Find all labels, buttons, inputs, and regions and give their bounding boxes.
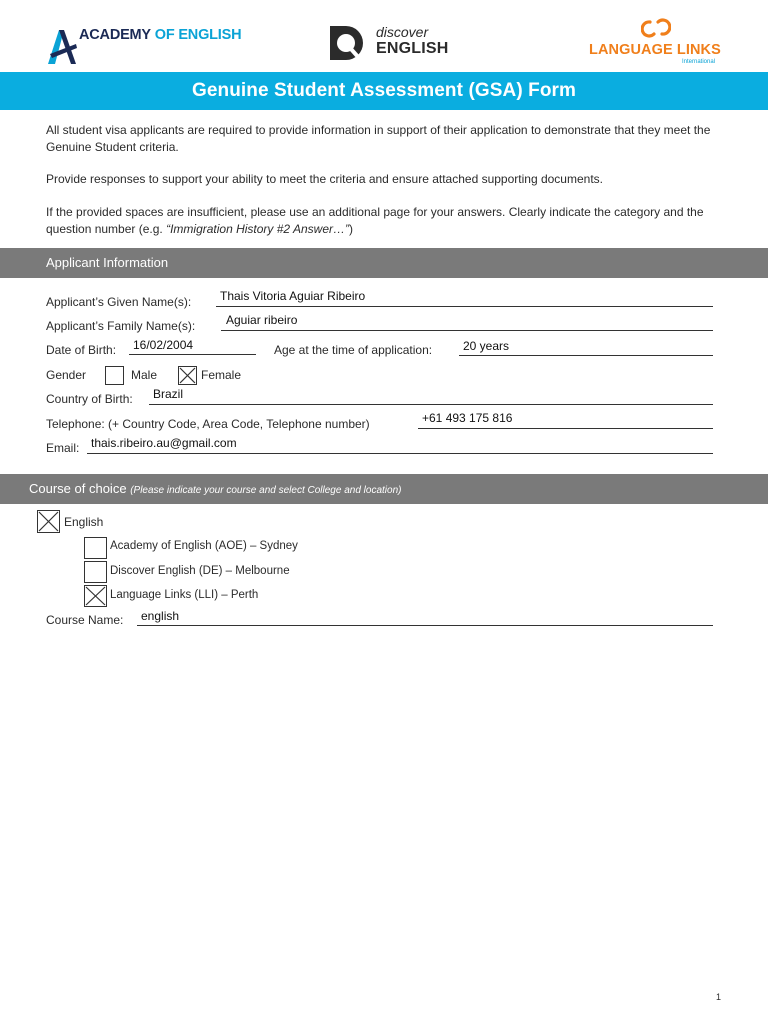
discover-english-logo <box>324 20 464 64</box>
applicant-section-header <box>0 248 768 278</box>
family-name-value[interactable]: Aguiar ribeiro <box>226 313 298 327</box>
checkbox-cross-icon <box>179 367 196 384</box>
intro-paragraph-1: All student visa applicants are required to provide information in support of their application to demonstrate that they meet the Genuine Student criteria. <box>46 123 711 154</box>
applicant-section-title: Applicant Information <box>46 255 169 270</box>
college-lli-checkbox[interactable] <box>84 585 107 607</box>
ll-logo-line2: International <box>682 59 716 65</box>
intro-paragraph-3-end: ) <box>349 221 354 236</box>
course-section-header <box>0 474 768 504</box>
dob-label: Date of Birth: <box>46 343 117 357</box>
intro-paragraph-2: Provide responses to support your ability to meet the criteria and ensure attached supporting documents. <box>46 172 603 186</box>
discover-mark-icon <box>324 22 372 64</box>
country-line <box>149 404 713 405</box>
email-line <box>87 453 713 454</box>
college-aoe-label: Academy of English (AOE) – Sydney <box>110 540 298 552</box>
dob-value[interactable]: 16/02/2004 <box>133 338 194 352</box>
family-name-line <box>221 330 713 331</box>
aoe-mark-icon <box>46 26 80 66</box>
gender-male-checkbox[interactable] <box>105 366 124 385</box>
academy-of-english-logo <box>46 24 242 66</box>
age-label: Age at the time of application: <box>274 343 433 357</box>
phone-line <box>418 428 713 429</box>
college-de-checkbox[interactable] <box>84 561 107 583</box>
de-logo-line2: ENGLISH <box>376 40 449 57</box>
form-title: Genuine Student Assessment (GSA) Form <box>191 80 577 101</box>
course-name-line <box>137 625 713 626</box>
aoe-logo-text-2: OF ENGLISH <box>154 27 242 43</box>
title-banner <box>0 72 768 110</box>
language-links-mark-icon <box>641 16 671 40</box>
email-value[interactable]: thais.ribeiro.au@gmail.com <box>91 436 237 450</box>
phone-label: Telephone: (+ Country Code, Area Code, Telephone number) <box>46 417 370 431</box>
course-section-subtitle: (Please indicate your course and select College and location) <box>130 485 402 496</box>
phone-value[interactable]: +61 493 175 816 <box>422 411 513 425</box>
given-name-value[interactable]: Thais Vitoria Aguiar Ribeiro <box>220 289 366 303</box>
family-name-label: Applicant’s Family Name(s): <box>46 319 196 333</box>
aoe-logo-text-1: ACADEMY <box>79 27 151 43</box>
age-value[interactable]: 20 years <box>463 339 510 353</box>
country-value[interactable]: Brazil <box>153 387 184 401</box>
checkbox-cross-icon <box>38 511 59 532</box>
course-name-value[interactable]: english <box>141 609 180 623</box>
intro-paragraph-3-start: If the provided spaces are insufficient, please use an additional page for your answers. Clearly indicate the category and the question number (e.g. <box>46 205 704 236</box>
gender-female-checkbox[interactable] <box>178 366 197 385</box>
country-label: Country of Birth: <box>46 392 133 406</box>
age-line <box>459 355 713 356</box>
given-name-label: Applicant’s Given Name(s): <box>46 295 192 309</box>
intro-paragraph-3 <box>46 204 726 237</box>
page-number: 1 <box>716 992 722 1002</box>
intro-paragraph-3-example: “Immigration History #2 Answer…” <box>166 221 350 236</box>
college-de-label: Discover English (DE) – Melbourne <box>110 565 290 577</box>
english-checkbox[interactable] <box>37 510 60 533</box>
course-section-title <box>29 481 401 496</box>
language-links-logo <box>584 16 734 70</box>
gender-label: Gender <box>46 368 87 382</box>
course-name-label: Course Name: <box>46 613 124 627</box>
college-lli-label: Language Links (LLI) – Perth <box>110 589 259 601</box>
checkbox-cross-icon <box>85 586 106 606</box>
de-logo-line1: discover <box>376 24 429 40</box>
english-label: English <box>64 515 104 529</box>
email-label: Email: <box>46 441 80 455</box>
dob-line <box>129 354 256 355</box>
college-aoe-checkbox[interactable] <box>84 537 107 559</box>
course-section-title-text: Course of choice <box>29 481 127 496</box>
gender-male-label: Male <box>131 368 158 382</box>
ll-logo-line1: LANGUAGE LINKS <box>589 42 721 58</box>
given-name-line <box>216 306 713 307</box>
gender-female-label: Female <box>201 368 242 382</box>
